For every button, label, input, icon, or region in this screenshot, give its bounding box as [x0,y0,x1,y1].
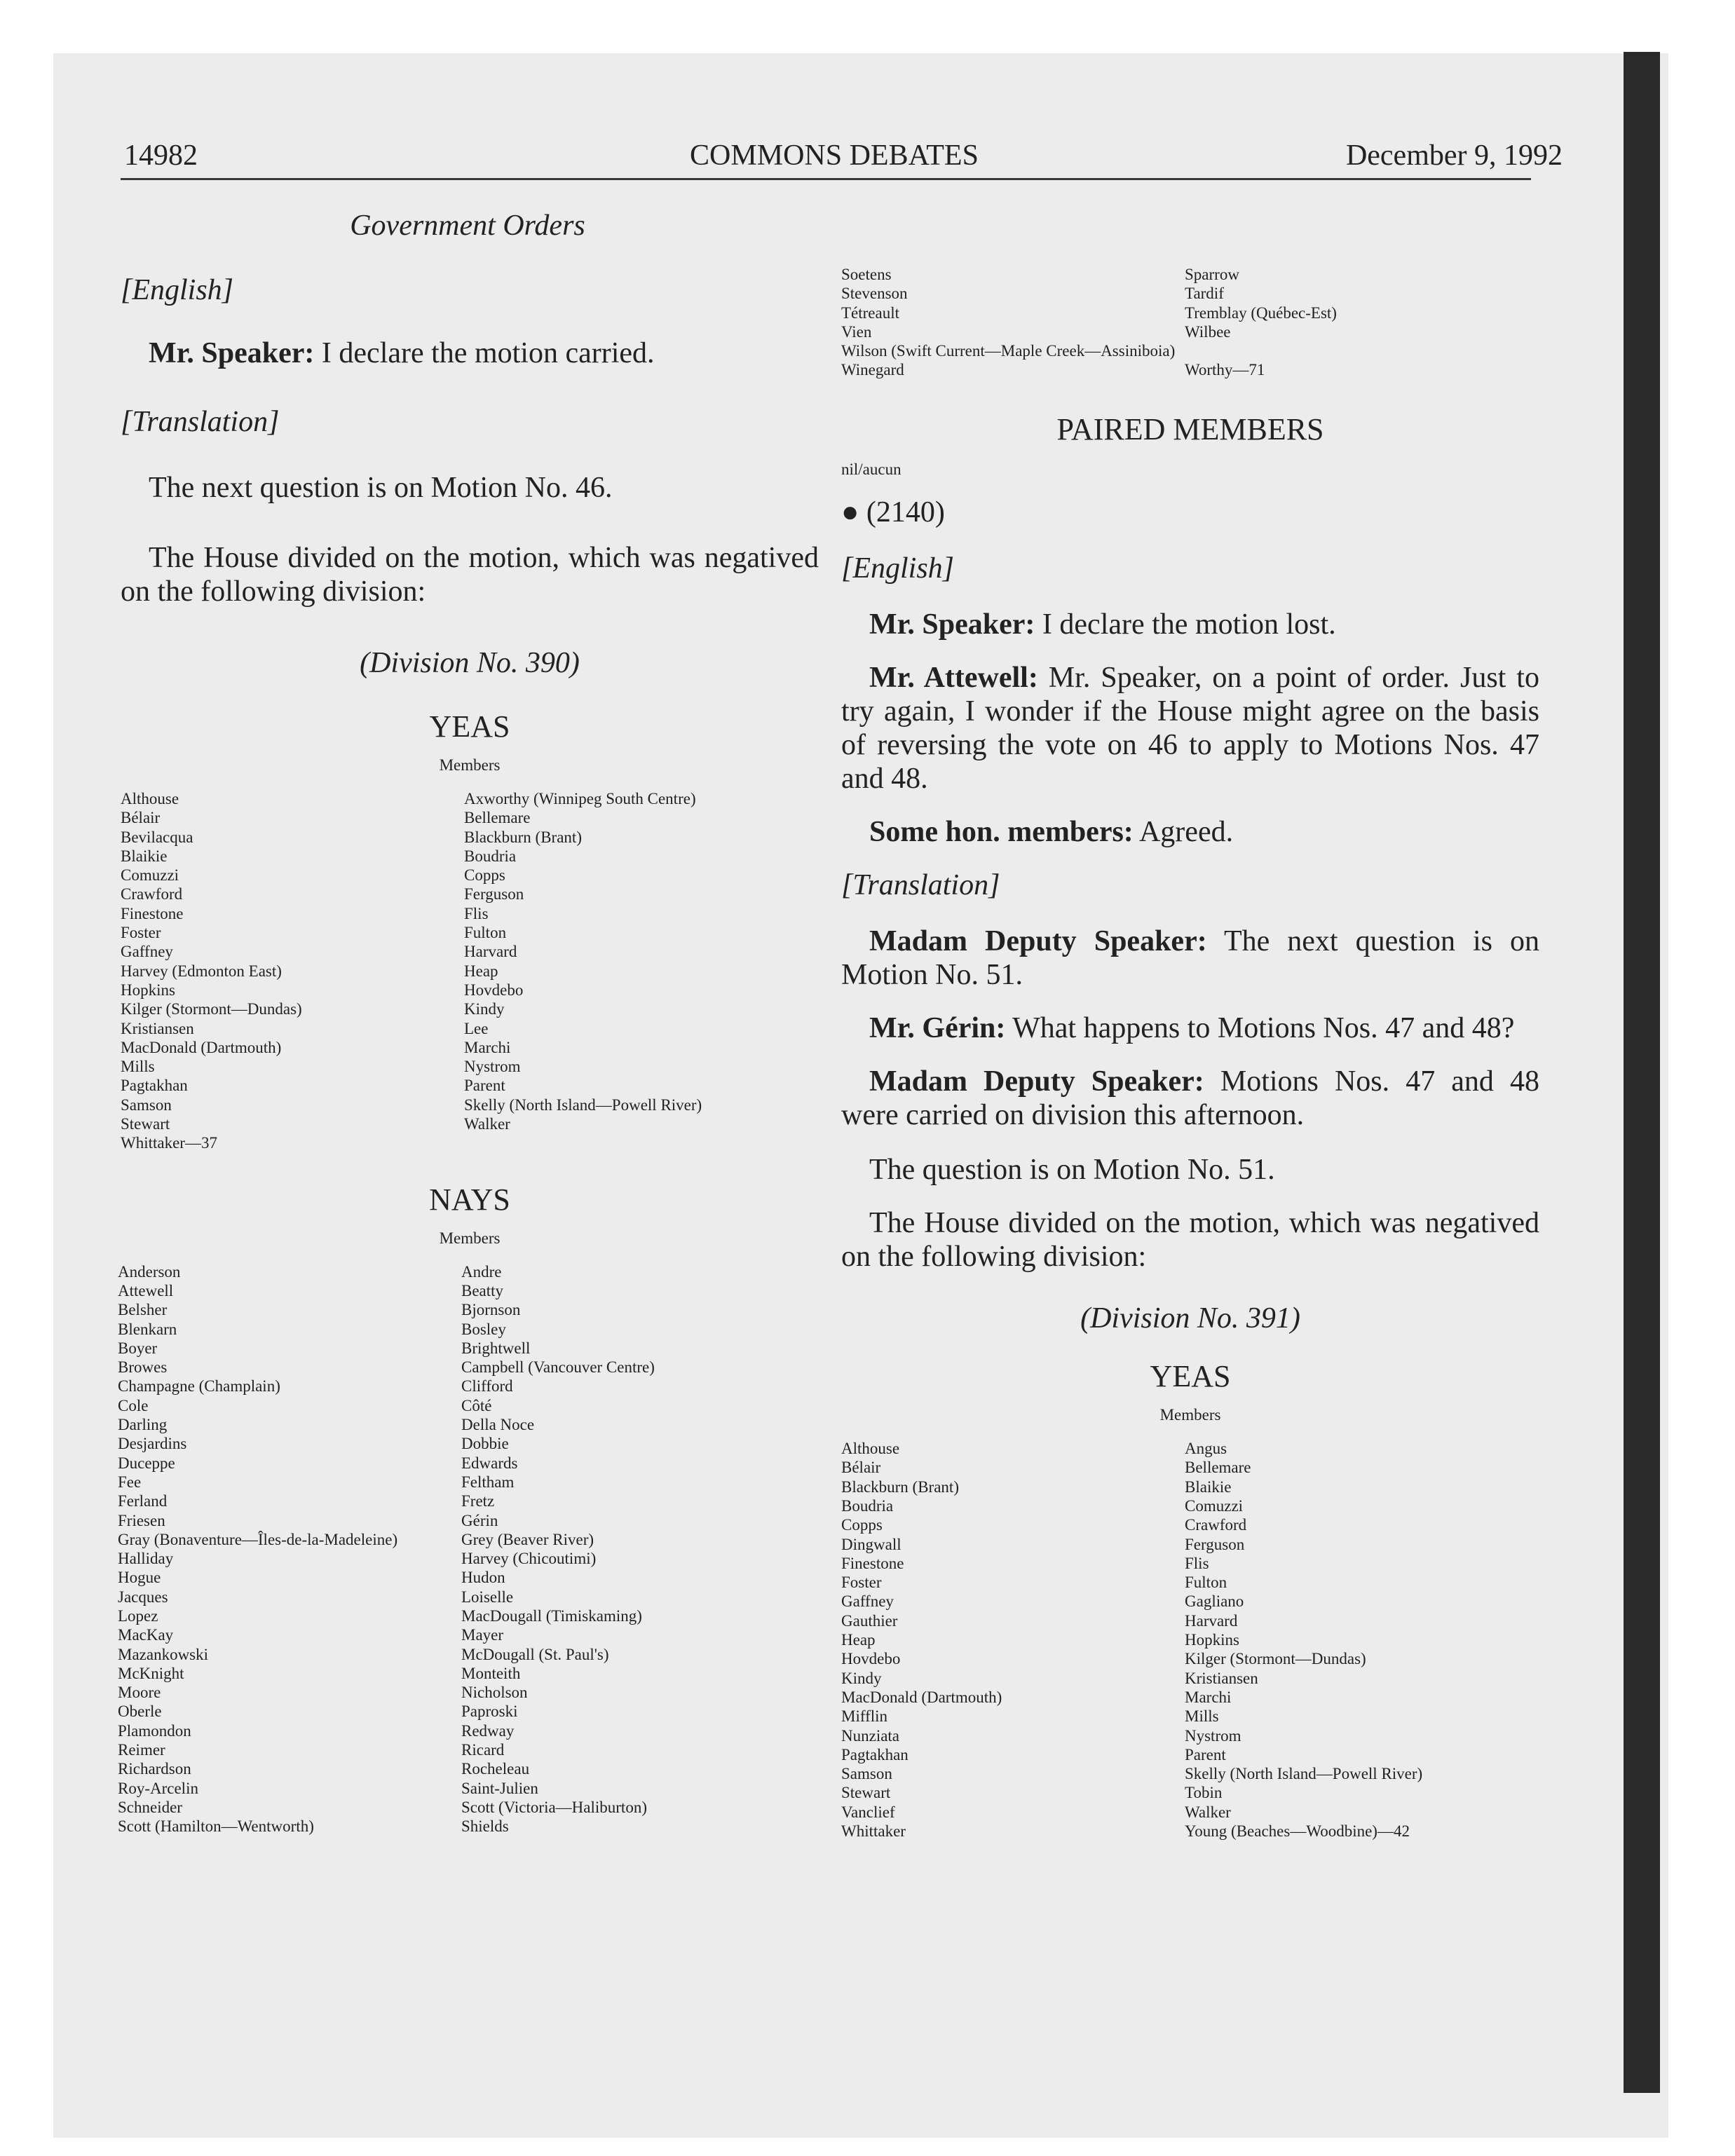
member-name: Skelly (North Island—Powell River) [1185,1765,1423,1783]
member-name: Angus [1185,1440,1227,1458]
member-name: Vanclief [841,1803,895,1821]
member-name: Gaffney [121,943,173,961]
member-name: Ferland [118,1492,168,1510]
member-name: Monteith [461,1664,521,1682]
member-name: Bevilacqua [121,828,193,846]
member-name: Tardif [1185,285,1224,303]
header-rule [121,178,1531,180]
member-name: Jacques [118,1588,168,1606]
member-name: Desjardins [118,1435,187,1453]
yeas-right-column [464,789,819,1153]
member-name: Gaffney [841,1592,894,1611]
member-name: Hopkins [1185,1631,1239,1649]
member-name: Reimer [118,1741,165,1759]
member-name: MacDougall (Timiskaming) [461,1606,642,1625]
member-name: Tobin [1185,1784,1223,1802]
paired-heading: PAIRED MEMBERS [1056,411,1324,446]
list-item: Worthy—71 [1185,361,1265,379]
yeas-left-column [841,1439,1185,1841]
member-name: Pagtakhan [121,1077,188,1095]
member-name: Tétreault [841,303,900,322]
division-number: (Division No. 390) [360,647,580,679]
member-name: McKnight [118,1664,184,1682]
speech-paragraph [841,925,1539,992]
member-name: Walker [464,1115,510,1133]
member-name: Boudria [841,1496,894,1515]
member-name: MacDonald (Dartmouth) [121,1038,282,1056]
speech-text: Agreed. [1133,816,1234,849]
member-name: Hopkins [121,981,175,999]
member-name: Lee [464,1019,489,1037]
member-name: Gray (Bonaventure—Îles-de-la-Madeleine) [118,1530,398,1548]
member-name: Stevenson [841,285,908,303]
member-name: Saint-Julien [461,1779,538,1797]
member-name: Browes [118,1358,168,1377]
member-name: Crawford [121,885,183,903]
member-name: Champagne (Champlain) [118,1377,280,1396]
member-name: Parent [464,1077,505,1095]
member-name: Mills [121,1058,155,1076]
member-name: Feltham [461,1473,515,1491]
speaker-name: Madam Deputy Speaker: [869,925,1207,958]
members-label: Members [439,1229,501,1247]
nays-continued-list [841,265,1539,341]
member-name: Richardson [118,1760,191,1778]
member-name: Oberle [118,1703,162,1721]
member-name: Dingwall [841,1535,901,1553]
member-name: Mayer [461,1626,504,1644]
member-name: Dobbie [461,1435,509,1453]
member-name: Darling [118,1416,168,1434]
member-name: Flis [1185,1554,1209,1572]
member-name: McDougall (St. Paul's) [461,1645,609,1663]
member-name: Ferguson [1185,1535,1245,1553]
nays-heading: NAYS [429,1182,510,1217]
procedure-paragraph: The next question is on Motion No. 46. [149,472,613,504]
speaker-name: Mr. Speaker: [869,608,1035,641]
member-name: Marchi [464,1038,511,1056]
division-number: (Division No. 391) [1080,1302,1300,1335]
member-name: Pagtakhan [841,1745,909,1763]
member-name: Young (Beaches—Woodbine)—42 [1185,1822,1410,1841]
speech-text: The next question is on Motion No. 51. [841,925,1540,992]
member-name: Parent [1185,1745,1226,1763]
member-name: Schneider [118,1798,182,1816]
member-name: Kindy [464,1000,505,1018]
member-name: Loiselle [461,1588,514,1606]
member-name: Soetens [841,266,892,283]
speaker-name: Madam Deputy Speaker: [869,1065,1204,1098]
right-column [841,265,1539,1841]
member-name: Heap [841,1631,876,1649]
member-name: Moore [118,1684,161,1702]
member-name: Finestone [841,1554,904,1572]
member-name: Campbell (Vancouver Centre) [461,1358,655,1377]
member-name: Bellemare [1185,1459,1251,1477]
member-name: Marchi [1185,1688,1232,1706]
member-name: Rocheleau [461,1760,530,1778]
speech-paragraph [841,608,1539,641]
member-name: Blenkarn [118,1320,177,1338]
yeas-list [121,789,819,1153]
member-name: Fretz [461,1492,495,1510]
member-name: Blaikie [121,847,168,865]
speech-paragraph [841,661,1539,796]
speech-paragraph [841,1065,1539,1132]
nays-left-column [118,1262,461,1836]
member-name: Nunziata [841,1726,900,1745]
paired-text: nil/aucun [841,460,901,478]
yeas-left-column [121,789,464,1153]
yeas-list [841,1439,1539,1841]
member-name: Gérin [461,1511,498,1529]
member-name: Brightwell [461,1339,531,1357]
member-name: Lopez [118,1606,158,1625]
speech-paragraph [121,336,819,370]
member-name: Axworthy (Winnipeg South Centre) [464,790,696,807]
member-name: Nystrom [1185,1726,1241,1745]
section-heading: Government Orders [350,210,585,242]
language-marker: [English] [121,274,234,306]
list-item: Wilson (Swift Current—Maple Creek—Assiniboia) [841,342,1176,360]
member-name: Clifford [461,1377,513,1396]
member-name: Gagliano [1185,1592,1244,1611]
member-name: Harvey (Chicoutimi) [461,1550,597,1568]
member-name: Bellemare [464,809,531,827]
member-name: Côté [461,1396,492,1414]
member-name: Bjornson [461,1301,521,1319]
time-stamp: ● (2140) [841,496,945,529]
member-name: Crawford [1185,1516,1247,1534]
member-name: Harvard [464,943,517,961]
member-name: Hogue [118,1569,161,1587]
member-name: Samson [841,1765,892,1783]
yeas-heading: YEAS [1150,1359,1231,1394]
speech-text: I declare the motion lost. [1035,608,1336,641]
publication-title: COMMONS DEBATES [690,139,979,172]
member-name: Mills [1185,1707,1219,1726]
member-name: MacKay [118,1626,174,1644]
member-name: Fulton [464,924,507,942]
member-name: Kristiansen [1185,1669,1258,1687]
member-name: Foster [841,1574,882,1592]
member-name: Hudon [461,1569,505,1587]
speech-text: Mr. Speaker, on a point of order. Just to try again, I wonder if the House might agree on the basis of reversing the vote on 46 to apply to Motions Nos. 47 and 48. [841,662,1539,796]
member-name: Skelly (North Island—Powell River) [464,1096,702,1114]
member-name: Althouse [121,790,179,807]
member-name: Boyer [118,1339,158,1357]
nays-final-row [841,360,1539,379]
member-name: Walker [1185,1803,1231,1821]
publication-date: December 9, 1992 [1345,139,1563,172]
speaker-name: Mr. Gérin: [869,1012,1006,1045]
member-name: Tremblay (Québec-Est) [1185,303,1337,322]
page-number: 14982 [124,139,198,172]
member-name: Halliday [118,1550,174,1568]
member-name: Fulton [1185,1574,1227,1592]
member-name: Harvey (Edmonton East) [121,962,282,980]
speaker-name: Mr. Attewell: [869,662,1038,695]
member-name: Hovdebo [841,1650,901,1668]
member-name: MacDonald (Dartmouth) [841,1688,1002,1706]
scan-edge-shadow [1624,52,1660,2093]
member-name: Whittaker [841,1822,906,1841]
member-name: Sparrow [1185,266,1239,283]
member-name: Nicholson [461,1684,528,1702]
member-name: Harvard [1185,1611,1238,1630]
member-name: Bosley [461,1320,506,1338]
members-label: Members [439,756,501,774]
member-name: Grey (Beaver River) [461,1530,594,1548]
member-name: Kristiansen [121,1019,194,1037]
member-name: Stewart [121,1115,170,1133]
member-name: Nystrom [464,1058,521,1076]
yeas-heading: YEAS [429,709,510,744]
member-name: Flis [464,904,489,922]
member-name: Paproski [461,1703,518,1721]
member-name: Comuzzi [121,866,179,885]
member-name: Fee [118,1473,142,1491]
member-name: Wilbee [1185,322,1231,341]
speaker-name: Some hon. members: [869,816,1134,849]
member-name: Finestone [121,904,184,922]
member-name: Hovdebo [464,981,524,999]
member-name: Cole [118,1396,149,1414]
member-name: Samson [121,1096,172,1114]
member-name: Beatty [461,1281,504,1299]
member-name: Boudria [464,847,517,865]
member-name: Duceppe [118,1454,175,1472]
speech-paragraph [841,1011,1539,1045]
member-name: Kilger (Stormont—Dundas) [1185,1650,1366,1668]
member-name: Anderson [118,1262,181,1281]
member-name: Bélair [841,1459,881,1477]
nays-continued-right [1185,265,1539,341]
member-name: Ferguson [464,885,524,903]
language-marker: [English] [841,552,955,585]
member-name: Whittaker—37 [121,1134,217,1152]
member-name: Copps [841,1516,883,1534]
member-name: Scott (Victoria—Haliburton) [461,1798,647,1816]
member-name: Heap [464,962,498,980]
member-name: Bélair [121,809,161,827]
left-column [118,207,819,1836]
nays-list [118,1262,819,1836]
procedure-paragraph: The House divided on the motion, which was negatived on the following division: [841,1207,1539,1274]
member-name: Kilger (Stormont—Dundas) [121,1000,302,1018]
yeas-right-column [1185,1439,1539,1841]
member-name: Comuzzi [1185,1496,1244,1515]
member-name: Edwards [461,1454,518,1472]
member-name: Friesen [118,1511,165,1529]
speech-text: Motions Nos. 47 and 48 were carried on division this afternoon. [841,1065,1539,1132]
member-name: Belsher [118,1301,168,1319]
member-name: Plamondon [118,1721,191,1740]
speech-paragraph [841,815,1539,849]
member-name: Blackburn (Brant) [464,828,582,846]
member-name: Scott (Hamilton—Wentworth) [118,1817,314,1836]
member-name: Della Noce [461,1416,535,1434]
list-item: Winegard [841,361,904,379]
member-name: Copps [464,866,505,885]
member-name: Andre [461,1262,502,1281]
nays-continued-left [841,265,1185,341]
member-name: Blackburn (Brant) [841,1478,959,1496]
members-label: Members [1159,1406,1221,1424]
member-name: Ricard [461,1741,505,1759]
member-name: Kindy [841,1669,882,1687]
member-name: Althouse [841,1440,900,1458]
member-name: Mifflin [841,1707,888,1726]
member-name: Mazankowski [118,1645,209,1663]
language-marker: [Translation] [841,869,1000,902]
member-name: Vien [841,322,872,341]
procedure-paragraph: The House divided on the motion, which was negatived on the following division: [121,542,819,608]
speaker-name: Mr. Speaker: [149,337,315,369]
member-name: Redway [461,1721,515,1740]
speech-text: What happens to Motions Nos. 47 and 48? [1005,1012,1515,1045]
speech-text: I declare the motion carried. [314,337,655,369]
member-name: Stewart [841,1784,891,1802]
language-marker: [Translation] [121,406,280,438]
member-name: Roy-Arcelin [118,1779,198,1797]
member-name: Attewell [118,1281,174,1299]
member-name: Blaikie [1185,1478,1232,1496]
member-name: Shields [461,1817,509,1836]
nays-right-column [461,1262,819,1836]
procedure-paragraph: The question is on Motion No. 51. [869,1154,1275,1187]
member-name: Foster [121,924,161,942]
member-name: Gauthier [841,1611,898,1630]
